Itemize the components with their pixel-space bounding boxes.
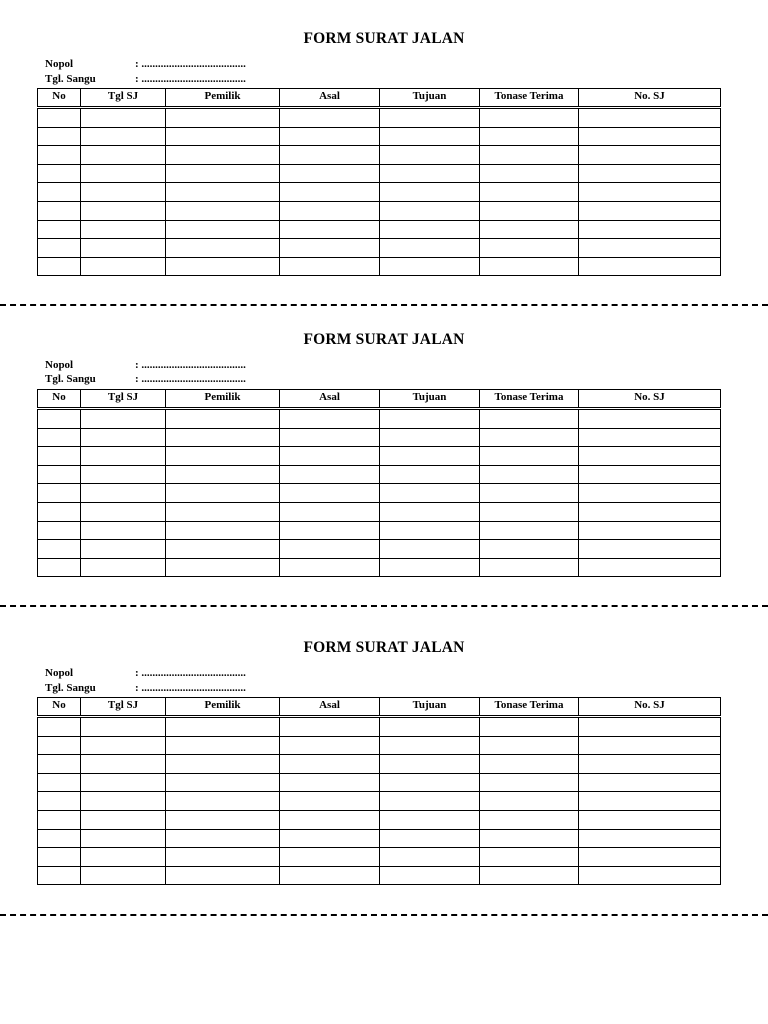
- cut-line: [0, 304, 768, 306]
- blank-cell[interactable]: [380, 848, 480, 867]
- table-body: [38, 409, 721, 577]
- blank-cell[interactable]: [380, 239, 480, 258]
- blank-cell[interactable]: [38, 465, 81, 484]
- blank-cell[interactable]: [579, 810, 721, 829]
- blank-cell[interactable]: [38, 201, 81, 220]
- blank-cell[interactable]: [280, 558, 380, 577]
- blank-cell[interactable]: [81, 146, 166, 165]
- tgl-sangu-label: Tgl. Sangu: [45, 682, 96, 694]
- tgl-sangu-value: : ......................................: [135, 373, 246, 385]
- blank-cell[interactable]: [280, 810, 380, 829]
- blank-cell[interactable]: [480, 810, 579, 829]
- blank-cell[interactable]: [81, 257, 166, 276]
- table-row: [38, 220, 721, 239]
- blank-cell[interactable]: [480, 164, 579, 183]
- form-3-title: FORM SURAT JALAN: [303, 639, 465, 656]
- blank-cell[interactable]: [166, 755, 280, 774]
- blank-cell[interactable]: [280, 736, 380, 755]
- blank-cell[interactable]: [579, 736, 721, 755]
- blank-cell[interactable]: [166, 447, 280, 466]
- blank-cell[interactable]: [38, 866, 81, 885]
- blank-cell[interactable]: [81, 409, 166, 429]
- blank-cell[interactable]: [380, 164, 480, 183]
- blank-cell[interactable]: [81, 220, 166, 239]
- blank-cell[interactable]: [38, 717, 81, 737]
- table-row: [38, 717, 721, 737]
- blank-cell[interactable]: [380, 220, 480, 239]
- blank-cell[interactable]: [480, 127, 579, 146]
- blank-cell[interactable]: [166, 810, 280, 829]
- blank-cell[interactable]: [166, 484, 280, 503]
- blank-cell[interactable]: [38, 146, 81, 165]
- blank-cell[interactable]: [480, 465, 579, 484]
- table-body: [38, 108, 721, 276]
- table-row: [38, 829, 721, 848]
- table-header: [38, 390, 721, 409]
- blank-cell[interactable]: [280, 717, 380, 737]
- col-pemilik: Pemilik: [166, 390, 280, 409]
- col-tonase-terima: Tonase Terima: [480, 89, 579, 108]
- table-row: [38, 164, 721, 183]
- blank-cell[interactable]: [579, 257, 721, 276]
- blank-cell[interactable]: [81, 164, 166, 183]
- blank-cell[interactable]: [166, 183, 280, 202]
- blank-cell[interactable]: [480, 773, 579, 792]
- table-row: [38, 848, 721, 867]
- nopol-value: : ......................................: [135, 58, 246, 70]
- tgl-sangu-label: Tgl. Sangu: [45, 73, 96, 85]
- tgl-sangu-label: Tgl. Sangu: [45, 373, 96, 385]
- blank-cell[interactable]: [166, 146, 280, 165]
- table-row: [38, 558, 721, 577]
- table-row: [38, 146, 721, 165]
- blank-cell[interactable]: [579, 164, 721, 183]
- blank-cell[interactable]: [380, 829, 480, 848]
- blank-cell[interactable]: [166, 428, 280, 447]
- blank-cell[interactable]: [81, 183, 166, 202]
- blank-cell[interactable]: [166, 866, 280, 885]
- col-asal: Asal: [280, 698, 380, 717]
- col-no-sj: No. SJ: [579, 698, 721, 717]
- col-asal: Asal: [280, 89, 380, 108]
- blank-cell[interactable]: [480, 220, 579, 239]
- blank-cell[interactable]: [480, 502, 579, 521]
- blank-cell[interactable]: [38, 183, 81, 202]
- blank-cell[interactable]: [380, 773, 480, 792]
- blank-cell[interactable]: [480, 447, 579, 466]
- col-tonase-terima: Tonase Terima: [480, 390, 579, 409]
- blank-cell[interactable]: [480, 257, 579, 276]
- form-1-table: [37, 88, 721, 276]
- table-row: [38, 257, 721, 276]
- blank-cell[interactable]: [81, 829, 166, 848]
- blank-cell[interactable]: [380, 866, 480, 885]
- blank-cell[interactable]: [166, 465, 280, 484]
- blank-cell[interactable]: [380, 465, 480, 484]
- blank-cell[interactable]: [38, 220, 81, 239]
- blank-cell[interactable]: [579, 447, 721, 466]
- nopol-value: : ......................................: [135, 359, 246, 371]
- blank-cell[interactable]: [579, 409, 721, 429]
- blank-cell[interactable]: [166, 201, 280, 220]
- tgl-sangu-value: : ......................................: [135, 682, 246, 694]
- blank-cell[interactable]: [480, 736, 579, 755]
- blank-cell[interactable]: [280, 164, 380, 183]
- blank-cell[interactable]: [280, 409, 380, 429]
- blank-cell[interactable]: [81, 773, 166, 792]
- blank-cell[interactable]: [166, 239, 280, 258]
- tgl-sangu-value: : ......................................: [135, 73, 246, 85]
- blank-cell[interactable]: [166, 848, 280, 867]
- blank-cell[interactable]: [38, 502, 81, 521]
- blank-cell[interactable]: [579, 146, 721, 165]
- blank-cell[interactable]: [81, 201, 166, 220]
- blank-cell[interactable]: [166, 521, 280, 540]
- blank-cell[interactable]: [280, 773, 380, 792]
- blank-cell[interactable]: [579, 220, 721, 239]
- blank-cell[interactable]: [81, 447, 166, 466]
- blank-cell[interactable]: [38, 792, 81, 811]
- form-2-tgl-sangu-field[interactable]: [45, 373, 246, 385]
- blank-cell[interactable]: [380, 257, 480, 276]
- blank-cell[interactable]: [579, 558, 721, 577]
- blank-cell[interactable]: [380, 447, 480, 466]
- blank-cell[interactable]: [38, 773, 81, 792]
- blank-cell[interactable]: [38, 447, 81, 466]
- table-row: [38, 183, 721, 202]
- blank-cell[interactable]: [38, 755, 81, 774]
- blank-cell[interactable]: [38, 239, 81, 258]
- col-pemilik: Pemilik: [166, 698, 280, 717]
- col-tgl-sj: Tgl SJ: [81, 89, 166, 108]
- blank-cell[interactable]: [280, 447, 380, 466]
- col-pemilik: Pemilik: [166, 89, 280, 108]
- table-row: [38, 108, 721, 128]
- blank-cell[interactable]: [81, 540, 166, 559]
- table-row: [38, 540, 721, 559]
- blank-cell[interactable]: [380, 127, 480, 146]
- blank-cell[interactable]: [280, 484, 380, 503]
- table-row: [38, 447, 721, 466]
- blank-cell[interactable]: [38, 164, 81, 183]
- blank-cell[interactable]: [579, 717, 721, 737]
- blank-cell[interactable]: [579, 201, 721, 220]
- col-no: No: [38, 698, 81, 717]
- form-1-nopol-field[interactable]: [45, 58, 246, 70]
- blank-cell[interactable]: [579, 239, 721, 258]
- nopol-label: Nopol: [45, 667, 74, 679]
- blank-cell[interactable]: [579, 127, 721, 146]
- blank-cell[interactable]: [81, 521, 166, 540]
- blank-cell[interactable]: [480, 866, 579, 885]
- blank-cell[interactable]: [480, 829, 579, 848]
- blank-cell[interactable]: [81, 127, 166, 146]
- blank-cell[interactable]: [38, 257, 81, 276]
- blank-cell[interactable]: [579, 829, 721, 848]
- blank-cell[interactable]: [280, 755, 380, 774]
- blank-cell[interactable]: [579, 521, 721, 540]
- blank-cell[interactable]: [579, 773, 721, 792]
- table-row: [38, 484, 721, 503]
- blank-cell[interactable]: [280, 848, 380, 867]
- blank-cell[interactable]: [81, 558, 166, 577]
- blank-cell[interactable]: [480, 239, 579, 258]
- form-1-title: FORM SURAT JALAN: [303, 30, 465, 47]
- cut-line: [0, 605, 768, 607]
- blank-cell[interactable]: [380, 736, 480, 755]
- blank-cell[interactable]: [280, 220, 380, 239]
- blank-cell[interactable]: [380, 521, 480, 540]
- blank-cell[interactable]: [38, 829, 81, 848]
- blank-cell[interactable]: [280, 201, 380, 220]
- nopol-label: Nopol: [45, 58, 74, 70]
- blank-cell[interactable]: [81, 502, 166, 521]
- col-tujuan: Tujuan: [380, 698, 480, 717]
- blank-cell[interactable]: [166, 164, 280, 183]
- blank-cell[interactable]: [579, 502, 721, 521]
- blank-cell[interactable]: [166, 558, 280, 577]
- table-row: [38, 465, 721, 484]
- form-3-tgl-sangu-field[interactable]: [45, 682, 246, 694]
- blank-cell[interactable]: [380, 201, 480, 220]
- blank-cell[interactable]: [166, 540, 280, 559]
- table-row: [38, 428, 721, 447]
- blank-cell[interactable]: [280, 127, 380, 146]
- blank-cell[interactable]: [81, 717, 166, 737]
- table-row: [38, 773, 721, 792]
- blank-cell[interactable]: [81, 866, 166, 885]
- blank-cell[interactable]: [579, 108, 721, 128]
- form-1-tgl-sangu-field[interactable]: [45, 73, 246, 85]
- col-tgl-sj: Tgl SJ: [81, 698, 166, 717]
- table-row: [38, 409, 721, 429]
- blank-cell[interactable]: [480, 558, 579, 577]
- form-2-nopol-field[interactable]: [45, 359, 246, 371]
- blank-cell[interactable]: [380, 428, 480, 447]
- blank-cell[interactable]: [380, 409, 480, 429]
- blank-cell[interactable]: [81, 465, 166, 484]
- blank-cell[interactable]: [480, 521, 579, 540]
- nopol-label: Nopol: [45, 359, 74, 371]
- blank-cell[interactable]: [280, 146, 380, 165]
- table-row: [38, 810, 721, 829]
- blank-cell[interactable]: [38, 558, 81, 577]
- blank-cell[interactable]: [480, 146, 579, 165]
- blank-cell[interactable]: [280, 428, 380, 447]
- blank-cell[interactable]: [81, 755, 166, 774]
- blank-cell[interactable]: [280, 540, 380, 559]
- blank-cell[interactable]: [579, 848, 721, 867]
- blank-cell[interactable]: [81, 736, 166, 755]
- blank-cell[interactable]: [380, 540, 480, 559]
- blank-cell[interactable]: [380, 502, 480, 521]
- blank-cell[interactable]: [480, 183, 579, 202]
- table-row: [38, 502, 721, 521]
- blank-cell[interactable]: [38, 540, 81, 559]
- blank-cell[interactable]: [166, 108, 280, 128]
- col-no-sj: No. SJ: [579, 89, 721, 108]
- blank-cell[interactable]: [38, 484, 81, 503]
- form-3-table: [37, 697, 721, 885]
- col-asal: Asal: [280, 390, 380, 409]
- table-header: [38, 698, 721, 717]
- blank-cell[interactable]: [38, 409, 81, 429]
- blank-cell[interactable]: [280, 239, 380, 258]
- table-body: [38, 717, 721, 885]
- blank-cell[interactable]: [380, 558, 480, 577]
- col-no-sj: No. SJ: [579, 390, 721, 409]
- blank-cell[interactable]: [480, 755, 579, 774]
- col-tonase-terima: Tonase Terima: [480, 698, 579, 717]
- table-row: [38, 866, 721, 885]
- blank-cell[interactable]: [380, 108, 480, 128]
- blank-cell[interactable]: [280, 183, 380, 202]
- blank-cell[interactable]: [81, 484, 166, 503]
- blank-cell[interactable]: [579, 183, 721, 202]
- blank-cell[interactable]: [38, 127, 81, 146]
- blank-cell[interactable]: [380, 146, 480, 165]
- blank-cell[interactable]: [579, 465, 721, 484]
- blank-cell[interactable]: [38, 521, 81, 540]
- blank-cell[interactable]: [38, 848, 81, 867]
- blank-cell[interactable]: [81, 792, 166, 811]
- table-row: [38, 521, 721, 540]
- blank-cell[interactable]: [480, 409, 579, 429]
- col-tujuan: Tujuan: [380, 89, 480, 108]
- blank-cell[interactable]: [280, 792, 380, 811]
- blank-cell[interactable]: [380, 792, 480, 811]
- table-row: [38, 792, 721, 811]
- col-tujuan: Tujuan: [380, 390, 480, 409]
- blank-cell[interactable]: [579, 792, 721, 811]
- blank-cell[interactable]: [81, 428, 166, 447]
- nopol-value: : ......................................: [135, 667, 246, 679]
- blank-cell[interactable]: [480, 108, 579, 128]
- blank-cell[interactable]: [38, 108, 81, 128]
- blank-cell[interactable]: [166, 736, 280, 755]
- cut-line: [0, 914, 768, 916]
- table-row: [38, 127, 721, 146]
- blank-cell[interactable]: [166, 829, 280, 848]
- blank-cell[interactable]: [166, 773, 280, 792]
- blank-cell[interactable]: [380, 484, 480, 503]
- blank-cell[interactable]: [579, 484, 721, 503]
- blank-cell[interactable]: [480, 792, 579, 811]
- blank-cell[interactable]: [480, 428, 579, 447]
- blank-cell[interactable]: [579, 540, 721, 559]
- blank-cell[interactable]: [38, 428, 81, 447]
- blank-cell[interactable]: [280, 502, 380, 521]
- blank-cell[interactable]: [579, 428, 721, 447]
- form-2-title: FORM SURAT JALAN: [303, 331, 465, 348]
- blank-cell[interactable]: [480, 717, 579, 737]
- blank-cell[interactable]: [81, 239, 166, 258]
- blank-cell[interactable]: [38, 736, 81, 755]
- blank-cell[interactable]: [480, 848, 579, 867]
- blank-cell[interactable]: [166, 220, 280, 239]
- blank-cell[interactable]: [579, 866, 721, 885]
- table-row: [38, 201, 721, 220]
- blank-cell[interactable]: [579, 755, 721, 774]
- blank-cell[interactable]: [280, 108, 380, 128]
- blank-cell[interactable]: [166, 502, 280, 521]
- blank-cell[interactable]: [380, 810, 480, 829]
- blank-cell[interactable]: [38, 810, 81, 829]
- blank-cell[interactable]: [280, 521, 380, 540]
- blank-cell[interactable]: [81, 810, 166, 829]
- blank-cell[interactable]: [166, 257, 280, 276]
- blank-cell[interactable]: [81, 848, 166, 867]
- table-row: [38, 736, 721, 755]
- col-no: No: [38, 89, 81, 108]
- form-3-nopol-field[interactable]: [45, 667, 246, 679]
- blank-cell[interactable]: [280, 866, 380, 885]
- blank-cell[interactable]: [280, 465, 380, 484]
- blank-cell[interactable]: [166, 717, 280, 737]
- blank-cell[interactable]: [280, 257, 380, 276]
- form-2-table: [37, 389, 721, 577]
- blank-cell[interactable]: [480, 484, 579, 503]
- col-tgl-sj: Tgl SJ: [81, 390, 166, 409]
- blank-cell[interactable]: [480, 201, 579, 220]
- col-no: No: [38, 390, 81, 409]
- table-header: [38, 89, 721, 108]
- table-row: [38, 239, 721, 258]
- blank-cell[interactable]: [380, 717, 480, 737]
- table-row: [38, 755, 721, 774]
- blank-cell[interactable]: [480, 540, 579, 559]
- blank-cell[interactable]: [166, 792, 280, 811]
- blank-cell[interactable]: [280, 829, 380, 848]
- blank-cell[interactable]: [380, 183, 480, 202]
- blank-cell[interactable]: [166, 409, 280, 429]
- blank-cell[interactable]: [380, 755, 480, 774]
- blank-cell[interactable]: [81, 108, 166, 128]
- blank-cell[interactable]: [166, 127, 280, 146]
